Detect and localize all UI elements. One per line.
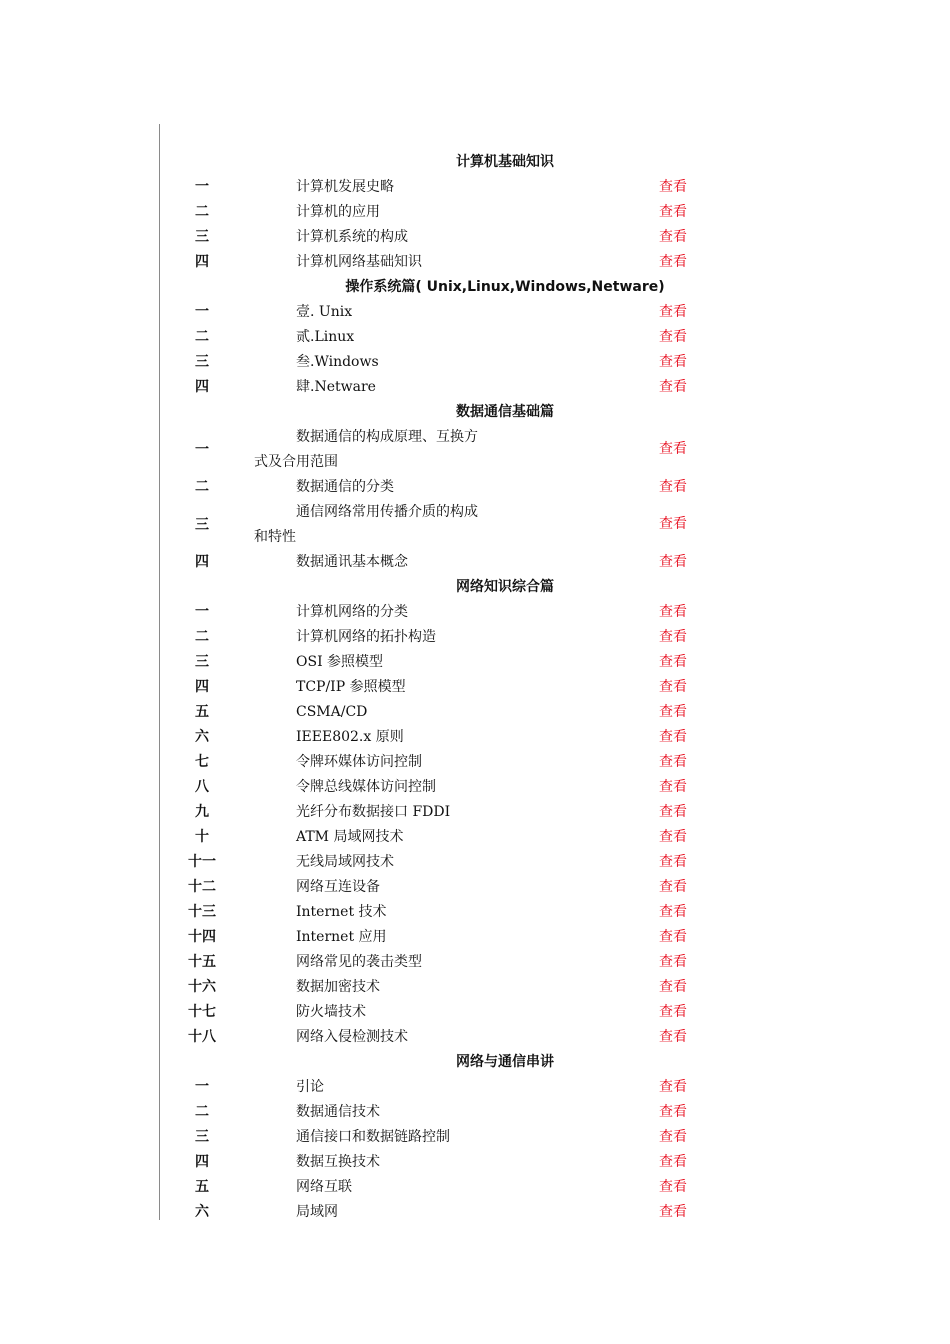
toc-row bbox=[160, 475, 720, 500]
chapter-title: 网络互连设备 bbox=[296, 879, 380, 895]
chapter-title: 叁.Windows bbox=[296, 354, 379, 370]
view-link[interactable]: 查看 bbox=[659, 704, 687, 720]
view-link[interactable]: 查看 bbox=[659, 1154, 687, 1170]
chapter-number: 二 bbox=[195, 329, 209, 345]
toc-row bbox=[160, 825, 720, 850]
chapter-title: TCP/IP 参照模型 bbox=[296, 679, 406, 695]
chapter-title: 令牌环媒体访问控制 bbox=[296, 754, 422, 770]
section-heading: 数据通信基础篇 bbox=[456, 404, 554, 420]
chapter-number: 一 bbox=[195, 1079, 209, 1095]
toc-row bbox=[160, 350, 720, 375]
chapter-title: 引论 bbox=[296, 1079, 324, 1095]
view-link[interactable]: 查看 bbox=[659, 304, 687, 320]
chapter-title: 网络互联 bbox=[296, 1179, 352, 1195]
chapter-number: 三 bbox=[195, 654, 209, 670]
chapter-number: 十三 bbox=[188, 904, 216, 920]
chapter-title: 局域网 bbox=[296, 1204, 338, 1220]
toc-row bbox=[160, 1000, 720, 1025]
view-link[interactable]: 查看 bbox=[659, 879, 687, 895]
chapter-number: 十二 bbox=[188, 879, 216, 895]
toc-row bbox=[160, 1200, 720, 1225]
view-link[interactable]: 查看 bbox=[659, 729, 687, 745]
view-link[interactable]: 查看 bbox=[659, 379, 687, 395]
view-link[interactable]: 查看 bbox=[659, 1104, 687, 1120]
chapter-title: 计算机的应用 bbox=[296, 204, 380, 220]
chapter-number: 九 bbox=[195, 804, 209, 820]
view-link[interactable]: 查看 bbox=[659, 554, 687, 570]
view-link[interactable]: 查看 bbox=[659, 954, 687, 970]
chapter-number: 一 bbox=[195, 179, 209, 195]
chapter-number: 二 bbox=[195, 204, 209, 220]
toc-row bbox=[160, 1075, 720, 1100]
view-link[interactable]: 查看 bbox=[659, 354, 687, 370]
chapter-number: 四 bbox=[195, 679, 209, 695]
chapter-title: 肆.Netware bbox=[296, 379, 376, 395]
chapter-number: 十七 bbox=[188, 1004, 216, 1020]
chapter-number: 三 bbox=[195, 229, 209, 245]
chapter-number: 一 bbox=[195, 604, 209, 620]
view-link[interactable]: 查看 bbox=[659, 1004, 687, 1020]
chapter-number: 十五 bbox=[188, 954, 216, 970]
toc-row bbox=[160, 625, 720, 650]
chapter-title: 网络入侵检测技术 bbox=[296, 1029, 408, 1045]
chapter-number: 二 bbox=[195, 479, 209, 495]
chapter-title: IEEE802.x 原则 bbox=[296, 729, 404, 745]
view-link[interactable]: 查看 bbox=[659, 1129, 687, 1145]
chapter-number: 十一 bbox=[188, 854, 216, 870]
chapter-title: 防火墙技术 bbox=[296, 1004, 366, 1020]
toc-row bbox=[160, 600, 720, 625]
view-link[interactable]: 查看 bbox=[659, 979, 687, 995]
toc-row bbox=[160, 800, 720, 825]
toc-row bbox=[160, 700, 720, 725]
chapter-title: 令牌总线媒体访问控制 bbox=[296, 779, 436, 795]
view-link[interactable]: 查看 bbox=[659, 204, 687, 220]
chapter-number: 四 bbox=[195, 1154, 209, 1170]
chapter-title: 数据通信技术 bbox=[296, 1104, 380, 1120]
view-link[interactable]: 查看 bbox=[659, 1179, 687, 1195]
toc-row bbox=[160, 650, 720, 675]
chapter-title: 数据通信的分类 bbox=[296, 479, 394, 495]
toc-row bbox=[160, 300, 720, 325]
chapter-title: 通信网络常用传播介质的构成 bbox=[296, 504, 478, 520]
chapter-number: 四 bbox=[195, 254, 209, 270]
chapter-title: 计算机发展史略 bbox=[296, 179, 394, 195]
chapter-number: 二 bbox=[195, 629, 209, 645]
view-link[interactable]: 查看 bbox=[659, 1204, 687, 1220]
chapter-number: 十 bbox=[195, 829, 209, 845]
view-link[interactable]: 查看 bbox=[659, 754, 687, 770]
chapter-title: 数据通信的构成原理、互换方 bbox=[296, 429, 478, 445]
chapter-title: Internet 技术 bbox=[296, 904, 387, 920]
toc-row bbox=[160, 175, 720, 200]
chapter-title: 网络常见的袭击类型 bbox=[296, 954, 422, 970]
chapter-title: CSMA/CD bbox=[296, 704, 368, 720]
toc-row bbox=[160, 225, 720, 250]
chapter-title-continued: 和特性 bbox=[254, 529, 296, 545]
view-link[interactable]: 查看 bbox=[659, 179, 687, 195]
chapter-title: 通信接口和数据链路控制 bbox=[296, 1129, 450, 1145]
section-heading: 操作系统篇( Unix,Linux,Windows,Netware) bbox=[345, 279, 665, 295]
view-link[interactable]: 查看 bbox=[659, 604, 687, 620]
chapter-title: 计算机网络基础知识 bbox=[296, 254, 422, 270]
toc-row bbox=[160, 975, 720, 1000]
chapter-number: 三 bbox=[195, 1129, 209, 1145]
chapter-number: 二 bbox=[195, 1104, 209, 1120]
chapter-title: ATM 局域网技术 bbox=[296, 829, 404, 845]
section-heading: 网络知识综合篇 bbox=[456, 579, 554, 595]
chapter-number: 八 bbox=[195, 779, 209, 795]
toc-row bbox=[160, 425, 720, 475]
view-link[interactable]: 查看 bbox=[659, 1079, 687, 1095]
chapter-title: 计算机网络的拓扑构造 bbox=[296, 629, 436, 645]
view-link[interactable]: 查看 bbox=[659, 479, 687, 495]
view-link[interactable]: 查看 bbox=[659, 929, 687, 945]
view-link[interactable]: 查看 bbox=[659, 779, 687, 795]
toc-row bbox=[160, 850, 720, 875]
chapter-number: 五 bbox=[195, 1179, 209, 1195]
section-heading: 网络与通信串讲 bbox=[456, 1054, 554, 1070]
view-link[interactable]: 查看 bbox=[659, 904, 687, 920]
chapter-number: 三 bbox=[195, 354, 209, 370]
chapter-number: 一 bbox=[195, 442, 209, 458]
view-link[interactable]: 查看 bbox=[659, 854, 687, 870]
toc-row bbox=[160, 750, 720, 775]
view-link[interactable]: 查看 bbox=[659, 804, 687, 820]
toc-row bbox=[160, 550, 720, 575]
chapter-number: 四 bbox=[195, 554, 209, 570]
chapter-number: 六 bbox=[195, 729, 209, 745]
toc-row bbox=[160, 900, 720, 925]
chapter-title: 贰.Linux bbox=[296, 329, 355, 345]
chapter-number: 五 bbox=[195, 704, 209, 720]
view-link[interactable]: 查看 bbox=[659, 654, 687, 670]
section-heading: 计算机基础知识 bbox=[456, 154, 554, 170]
chapter-number: 十八 bbox=[188, 1029, 216, 1045]
toc-row bbox=[160, 925, 720, 950]
toc-row bbox=[160, 1025, 720, 1050]
view-link[interactable]: 查看 bbox=[659, 254, 687, 270]
chapter-number: 十六 bbox=[188, 979, 216, 995]
chapter-number: 一 bbox=[195, 304, 209, 320]
view-link[interactable]: 查看 bbox=[659, 329, 687, 345]
toc-row bbox=[160, 950, 720, 975]
view-link[interactable]: 查看 bbox=[659, 679, 687, 695]
chapter-title: 壹. Unix bbox=[296, 304, 353, 320]
toc-row bbox=[160, 875, 720, 900]
chapter-number: 七 bbox=[195, 754, 209, 770]
chapter-title: 数据通讯基本概念 bbox=[296, 554, 408, 570]
toc-row bbox=[160, 250, 720, 275]
view-link[interactable]: 查看 bbox=[659, 229, 687, 245]
chapter-title: Internet 应用 bbox=[296, 929, 387, 945]
chapter-title: 无线局域网技术 bbox=[296, 854, 394, 870]
chapter-title: 光纤分布数据接口 FDDI bbox=[296, 804, 451, 820]
toc-row bbox=[160, 675, 720, 700]
chapter-title: 数据加密技术 bbox=[296, 979, 380, 995]
chapter-number: 十四 bbox=[188, 929, 216, 945]
chapter-title: 计算机系统的构成 bbox=[296, 229, 408, 245]
toc-row bbox=[160, 775, 720, 800]
chapter-number: 四 bbox=[195, 379, 209, 395]
view-link[interactable]: 查看 bbox=[659, 1029, 687, 1045]
toc-row bbox=[160, 1100, 720, 1125]
toc-row bbox=[160, 325, 720, 350]
chapter-number: 三 bbox=[195, 517, 209, 533]
chapter-title: 计算机网络的分类 bbox=[296, 604, 408, 620]
view-link[interactable]: 查看 bbox=[659, 829, 687, 845]
toc-row bbox=[160, 500, 720, 550]
view-link[interactable]: 查看 bbox=[659, 629, 687, 645]
view-link[interactable]: 查看 bbox=[659, 441, 687, 457]
toc-row bbox=[160, 1150, 720, 1175]
toc-row bbox=[160, 200, 720, 225]
chapter-number: 六 bbox=[195, 1204, 209, 1220]
toc-row bbox=[160, 1125, 720, 1150]
chapter-title: OSI 参照模型 bbox=[296, 654, 384, 670]
toc-row bbox=[160, 1175, 720, 1200]
toc-row bbox=[160, 375, 720, 400]
view-link[interactable]: 查看 bbox=[659, 516, 687, 532]
chapter-title: 数据互换技术 bbox=[296, 1154, 380, 1170]
table-of-contents bbox=[160, 150, 720, 1225]
chapter-title-continued: 式及合用范围 bbox=[254, 454, 338, 470]
toc-row bbox=[160, 725, 720, 750]
